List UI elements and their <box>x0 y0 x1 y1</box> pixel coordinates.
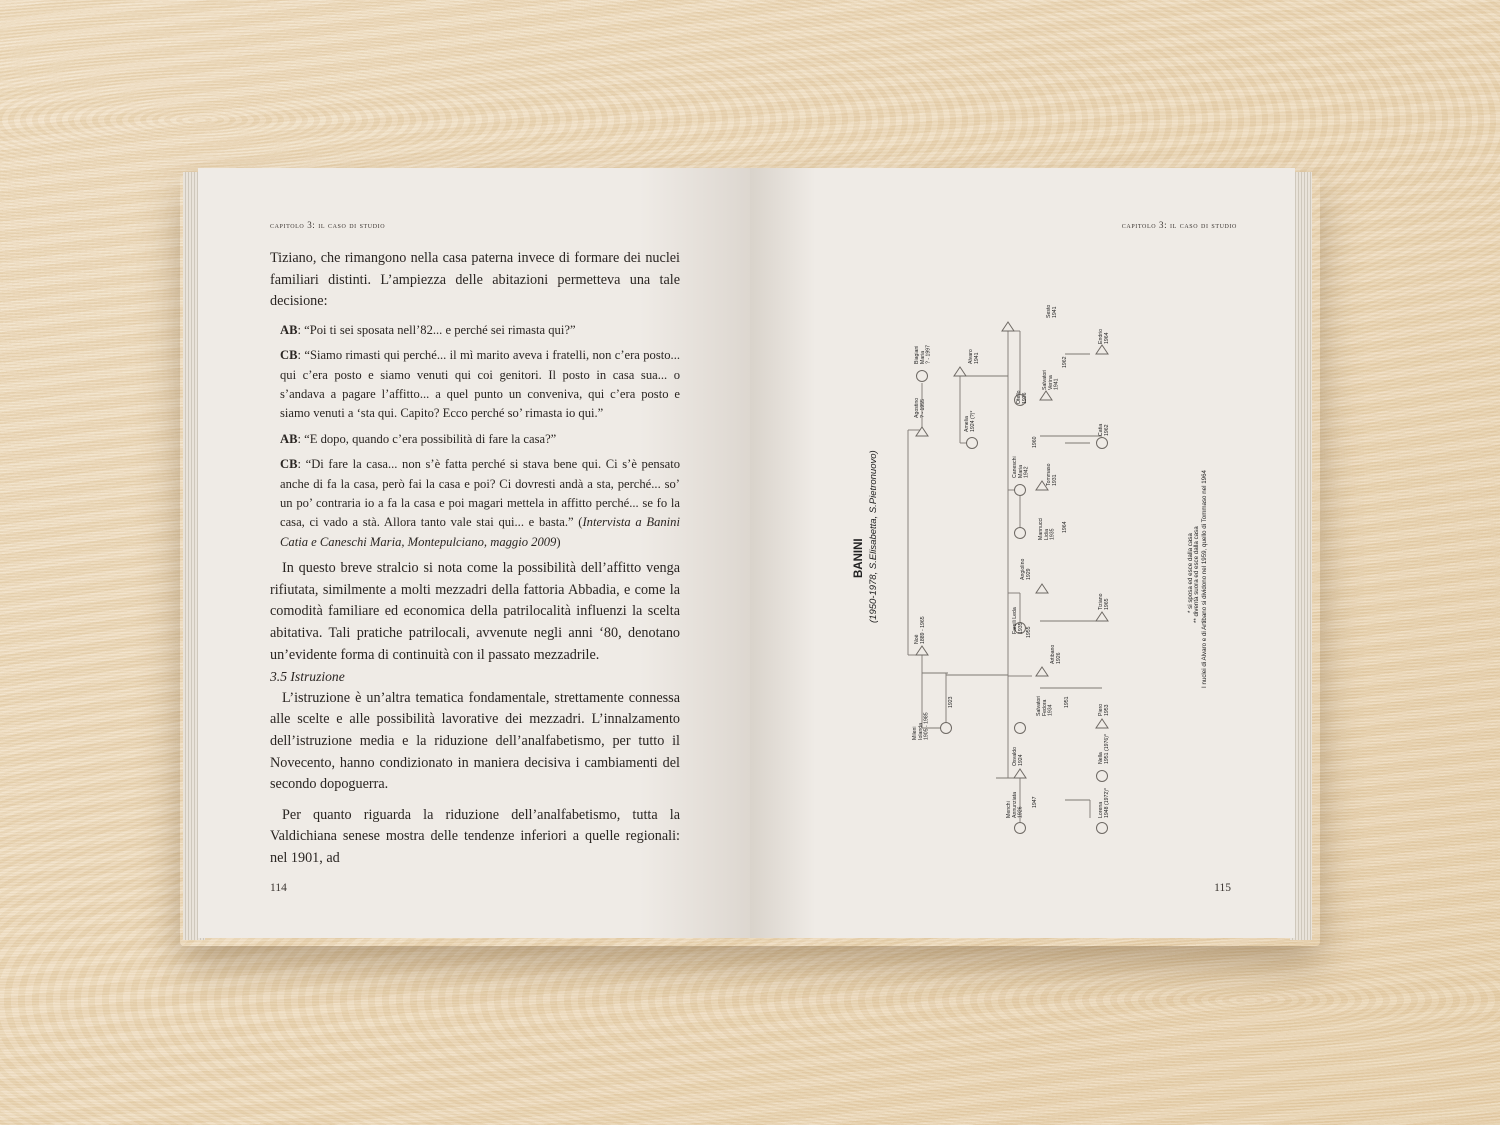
svg-text:1929: 1929 <box>1025 568 1032 580</box>
year-label: 1962 <box>1062 356 1068 368</box>
person-angiolino <box>1020 559 1032 580</box>
right-page <box>750 168 1295 938</box>
svg-text:Endrio: Endrio <box>1098 329 1104 344</box>
family-tree-diagram <box>750 168 1295 938</box>
svg-text:? - 1955: ? - 1955 <box>919 398 926 418</box>
svg-text:Maria: Maria <box>919 351 926 364</box>
svg-text:Catia: Catia <box>1098 423 1104 436</box>
person-nella <box>1098 734 1110 764</box>
svg-text:Biagiani: Biagiani <box>914 345 920 364</box>
svg-text:Amelia: Amelia <box>964 416 970 432</box>
person-amelia <box>964 411 976 432</box>
year-label: 1947 <box>1032 796 1038 808</box>
person-mileni <box>912 712 930 740</box>
person-menchi <box>1006 792 1024 818</box>
svg-text:Annunziata: Annunziata <box>1011 792 1018 818</box>
svg-text:Fedora: Fedora <box>1041 699 1048 716</box>
running-head: capitolo 3: il caso di studio <box>1121 220 1237 230</box>
svg-text:1935: 1935 <box>1049 528 1056 540</box>
svg-text:Menchi: Menchi <box>1006 801 1012 818</box>
svg-text:Lorena: Lorena <box>1098 801 1104 818</box>
paragraph: Tiziano, che rimangono nella casa paterna invece di formare dei nuclei familiari distinti. L’ampiezza delle abitazioni permetteva una tale decisione: <box>270 250 680 310</box>
svg-text:1936: 1936 <box>1021 392 1028 404</box>
person-endrio <box>1098 329 1110 344</box>
year-label: 1951 <box>1064 696 1070 708</box>
citation: Intervista a Banini Catia e Caneschi Maria, Montepulciano, maggio 2009 <box>280 515 680 549</box>
svg-text:1924: 1924 <box>1017 754 1024 766</box>
person-agostino <box>914 398 926 418</box>
svg-text:1905 - 1985: 1905 - 1985 <box>923 712 930 740</box>
svg-text:1965: 1965 <box>1103 598 1110 610</box>
interview-quote <box>280 321 680 552</box>
person-noe <box>914 616 926 644</box>
svg-text:1934: 1934 <box>1047 704 1054 716</box>
left-page <box>198 168 750 938</box>
svg-text:1941: 1941 <box>973 352 980 364</box>
svg-text:1941: 1941 <box>1051 306 1058 318</box>
person-tommaso <box>1046 463 1058 486</box>
svg-text:1935: 1935 <box>1017 622 1024 634</box>
quote-line: AB: “Poi ti sei sposata nell’82... e perché sei rimasta qui?” <box>280 322 576 337</box>
svg-text:Maria: Maria <box>1017 465 1024 478</box>
svg-text:Piero: Piero <box>1098 703 1104 716</box>
body-text <box>270 248 680 870</box>
svg-text:1948 (1972)*: 1948 (1972)* <box>1103 788 1110 818</box>
svg-text:Tommaso: Tommaso <box>1046 463 1052 486</box>
svg-text:Verina: Verina <box>1047 375 1054 390</box>
tree-subtitle: (1950-1978, S.Elisabetta, S.Pietronuovo) <box>868 450 879 623</box>
year-label: 1964 <box>1062 521 1068 533</box>
svg-text:Salvatori: Salvatori <box>1036 695 1042 716</box>
svg-text:Noè: Noè <box>914 634 920 644</box>
svg-text:Alvaro: Alvaro <box>968 349 974 364</box>
person-artibano <box>1050 645 1062 664</box>
year-label: 1955 <box>1026 626 1032 638</box>
running-head: capitolo 3: il caso di studio <box>270 220 386 230</box>
person-catia <box>1098 424 1110 436</box>
svg-text:Otello: Otello <box>1016 390 1022 404</box>
svg-text:1926: 1926 <box>1017 806 1024 818</box>
note-line: ** diventa suora ed esce dalla casa <box>1193 526 1200 623</box>
svg-text:Artibano: Artibano <box>1050 644 1056 664</box>
svg-text:1942: 1942 <box>1023 466 1030 478</box>
note-line: I nuclei di Alvaro e di Artibano si dividono nel 1959, quello di Tommaso nel 1964 <box>1201 470 1208 688</box>
tree-title: BANINI <box>853 538 865 578</box>
svg-text:1964: 1964 <box>1103 332 1110 344</box>
section-title: 3.5 Istruzione <box>270 669 345 685</box>
svg-text:Lidia: Lidia <box>1043 529 1050 540</box>
person-salvatori-verina <box>1042 370 1060 390</box>
quote-line: AB: “E dopo, quando c’era possibilità di fare la casa?” <box>280 431 557 446</box>
svg-text:1941: 1941 <box>1053 378 1060 390</box>
svg-text:Angiolino: Angiolino <box>1020 558 1026 580</box>
person-farsili <box>1012 607 1024 634</box>
svg-text:Salvatori: Salvatori <box>1042 369 1048 390</box>
svg-text:Caneschi: Caneschi <box>1012 456 1018 478</box>
svg-text:1889 - 1965: 1889 - 1965 <box>919 616 926 644</box>
svg-text:1953: 1953 <box>1103 704 1110 716</box>
page-number: 114 <box>270 882 287 894</box>
svg-text:Iolanda: Iolanda <box>917 722 924 740</box>
svg-text:Nella: Nella <box>1098 752 1104 764</box>
svg-text:Osvaldo: Osvaldo <box>1012 746 1018 766</box>
person-lorena <box>1098 788 1110 818</box>
person-caneschi <box>1012 456 1030 478</box>
person-piero <box>1098 704 1110 716</box>
person-mannucci <box>1038 518 1056 540</box>
year-label: 1923 <box>948 696 954 708</box>
svg-text:1926: 1926 <box>1055 652 1062 664</box>
svg-text:Mannucci: Mannucci <box>1038 517 1044 540</box>
person-sesto <box>1046 305 1058 318</box>
person-tiziano <box>1098 593 1110 610</box>
person-otello <box>1016 390 1028 404</box>
svg-text:Sesto: Sesto <box>1046 304 1052 318</box>
svg-text:Mileni: Mileni <box>912 726 918 740</box>
svg-text:Tiziano: Tiziano <box>1098 593 1104 610</box>
paragraph: Per quanto riguarda la riduzione dell’analfabetismo, tutta la Valdichiana senese mostra delle tendenze inferiori a quelle regionali: nel 1901, ad <box>270 806 680 866</box>
quote-line: CB: “Di fare la casa... non s’è fatta perché si stava bene qui. Ci s’è pensato anche di fa la casa, però fai la casa e poi? Ci dovresti andà a sta, perché... so’ un po’ contraria io a fa la casa e poi magari mettela in affitto perché... se fo la casa, ci vado a stà. Allora tanto vale stai qui... e basta.” (Intervista a Banini Catia e Caneschi Maria, Montepulciano, maggio 2009) <box>280 457 680 549</box>
note-line: * si sposa ed esce dalla casa <box>1187 533 1194 613</box>
person-alvaro <box>968 349 980 364</box>
svg-text:1931: 1931 <box>1051 474 1058 486</box>
svg-text:1951 (1976)*: 1951 (1976)* <box>1103 734 1110 764</box>
paragraph: In questo breve stralcio si nota come la possibilità dell’affitto venga rifiutata, similmente a molti mezzadri della fattoria Abbadia, e come la comodità familiare ed economica della patrilocalità influenzi la scelta abitativa. Tali pratiche patrilocali, avvenute negli anni ‘80, denotano un’evidente forma di continuità con il passato mezzadrile. <box>270 560 680 663</box>
svg-text:1962: 1962 <box>1103 424 1110 436</box>
person-osvaldo <box>1012 747 1024 766</box>
svg-text:1924 (?)*: 1924 (?)* <box>969 410 976 432</box>
page-number: 115 <box>1214 882 1231 894</box>
person-salvatori-fedora <box>1036 696 1054 716</box>
year-label: 1960 <box>1032 436 1038 448</box>
quote-line: CB: “Siamo rimasti qui perché... il mì marito aveva i fratelli, non c’era posto... qui c’era posto e siamo venuti qui coi genitori. Il posto in casa sua... o s’andava a pagare l’affitto... a quel punto un conveniva, qui c’era posto e siamo venuti a ‘sta qui. Capito? Ecco perché so’ rimasta io qui.” <box>280 348 680 421</box>
svg-text:Farsili Leda: Farsili Leda <box>1012 607 1018 634</box>
paragraph: L’istruzione è un’altra tematica fondamentale, strettamente connessa alle scelte e alle possibilità lavorative dei mezzadri. L’innalzamento dell’istruzione media e la riduzione dell’analfabetismo, per tutto il Novecento, hanno condizionato in maniera decisiva i cambiamenti del secondo dopoguerra. <box>270 689 680 793</box>
svg-text:Agostino: Agostino <box>914 397 920 418</box>
svg-text:? - 1997: ? - 1997 <box>925 344 932 364</box>
person-biagiani <box>914 345 932 364</box>
